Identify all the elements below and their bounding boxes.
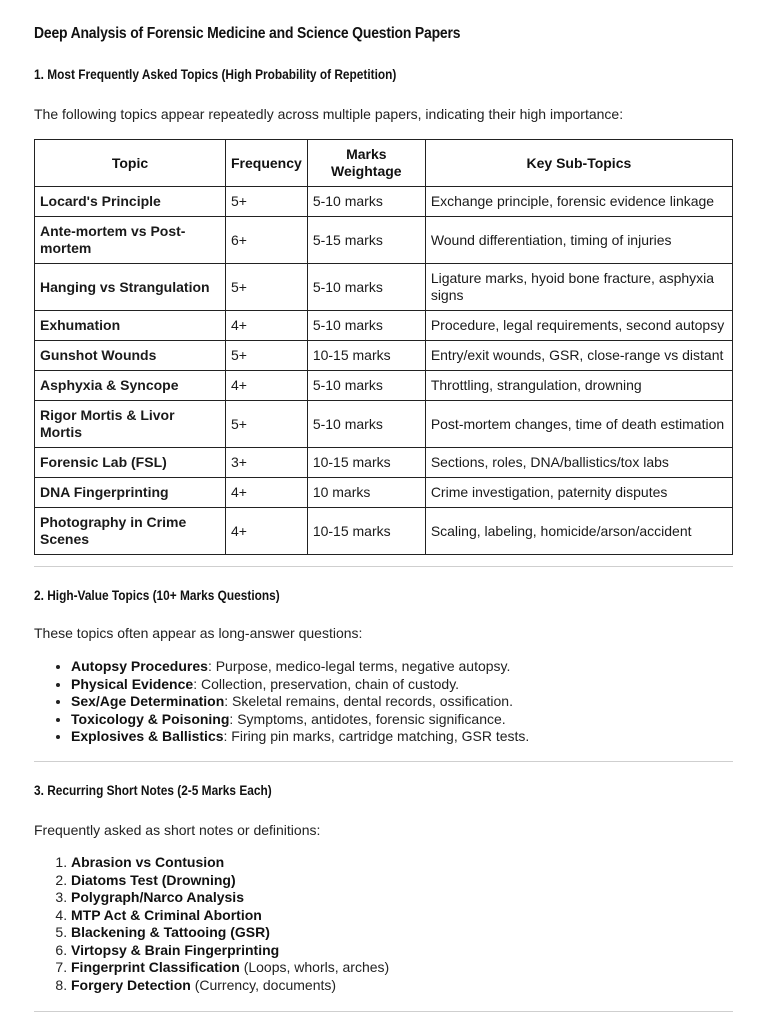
cell-subtopics: Throttling, strangulation, drowning <box>425 371 732 401</box>
cell-frequency: 4+ <box>226 371 308 401</box>
list-item-term: Polygraph/Narco Analysis <box>71 889 244 905</box>
cell-frequency: 5+ <box>226 187 308 217</box>
list-item-term: Fingerprint Classification <box>71 959 240 975</box>
cell-marks: 5-10 marks <box>307 371 425 401</box>
list-item-term: Sex/Age Determination <box>71 693 225 709</box>
cell-subtopics: Post-mortem changes, time of death estimation <box>425 401 732 448</box>
list-item-term: Abrasion vs Contusion <box>71 854 225 870</box>
list-item-term: Forgery Detection <box>71 976 191 993</box>
cell-frequency: 4+ <box>226 311 308 341</box>
list-item-desc: : Collection, preservation, chain of custody. <box>193 675 460 692</box>
cell-subtopics: Entry/exit wounds, GSR, close-range vs distant <box>425 341 732 371</box>
cell-topic: Hanging vs Strangulation <box>35 264 226 311</box>
cell-subtopics: Scaling, labeling, homicide/arson/accident <box>425 508 732 555</box>
list-item <box>71 872 389 890</box>
section-divider <box>34 566 733 567</box>
list-item-desc: (Loops, whorls, arches) <box>239 959 390 975</box>
list-item <box>71 889 389 907</box>
cell-topic: Exhumation <box>35 311 226 341</box>
list-item <box>71 658 529 676</box>
section-3-intro: Frequently asked as short notes or definitions: <box>34 822 321 838</box>
table-row <box>35 311 733 341</box>
cell-subtopics: Sections, roles, DNA/ballistics/tox labs <box>425 448 732 478</box>
list-item <box>71 693 529 711</box>
section-divider <box>34 1011 733 1012</box>
list-item <box>71 924 389 942</box>
list-item-term: Physical Evidence <box>71 675 194 692</box>
cell-marks: 10-15 marks <box>307 448 425 478</box>
cell-marks: 5-10 marks <box>307 264 425 311</box>
table-row <box>35 264 733 311</box>
table-body <box>35 187 733 555</box>
section-2-heading: 2. High-Value Topics (10+ Marks Questions) <box>34 588 280 603</box>
cell-frequency: 4+ <box>226 478 308 508</box>
list-item <box>71 854 389 872</box>
list-item <box>71 907 389 925</box>
cell-frequency: 5+ <box>226 401 308 448</box>
list-item-desc: : Skeletal remains, dental records, ossification. <box>224 693 513 709</box>
cell-topic: Photography in Crime Scenes <box>35 508 226 555</box>
table-row <box>35 508 733 555</box>
list-item-term: Virtopsy & Brain Fingerprinting <box>71 941 280 958</box>
cell-topic: Asphyxia & Syncope <box>35 371 226 401</box>
cell-marks: 10 marks <box>307 478 425 508</box>
table-row <box>35 448 733 478</box>
list-item-term: Toxicology & Poisoning <box>71 710 230 727</box>
cell-marks: 5-15 marks <box>307 217 425 264</box>
list-item-desc: (Currency, documents) <box>190 976 337 993</box>
table-row <box>35 371 733 401</box>
header-topic: Topic <box>35 140 226 187</box>
section-divider <box>34 761 733 762</box>
list-item <box>71 942 389 960</box>
list-item <box>71 676 529 694</box>
cell-marks: 10-15 marks <box>307 341 425 371</box>
cell-marks: 5-10 marks <box>307 401 425 448</box>
list-item-term: Blackening & Tattooing (GSR) <box>71 924 270 940</box>
topics-table <box>34 139 733 555</box>
section-1-heading: 1. Most Frequently Asked Topics (High Probability of Repetition) <box>34 67 397 82</box>
cell-marks: 5-10 marks <box>307 187 425 217</box>
cell-frequency: 4+ <box>226 508 308 555</box>
cell-topic: Locard's Principle <box>35 187 226 217</box>
list-item-term: MTP Act & Criminal Abortion <box>71 906 262 923</box>
list-item-desc: : Purpose, medico-legal terms, negative autopsy. <box>207 658 511 674</box>
cell-frequency: 6+ <box>226 217 308 264</box>
cell-frequency: 5+ <box>226 264 308 311</box>
list-item-term: Diatoms Test (Drowning) <box>71 871 236 888</box>
list-item <box>71 977 389 995</box>
table-row <box>35 401 733 448</box>
table-row <box>35 341 733 371</box>
table-row <box>35 217 733 264</box>
cell-topic: Gunshot Wounds <box>35 341 226 371</box>
cell-frequency: 5+ <box>226 341 308 371</box>
list-item <box>71 711 529 729</box>
cell-topic: Forensic Lab (FSL) <box>35 448 226 478</box>
page-title: Deep Analysis of Forensic Medicine and Science Question Papers <box>34 25 461 42</box>
list-item-desc: : Firing pin marks, cartridge matching, GSR tests. <box>223 728 530 744</box>
table-row <box>35 478 733 508</box>
cell-marks: 5-10 marks <box>307 311 425 341</box>
section-3-heading: 3. Recurring Short Notes (2-5 Marks Each) <box>34 783 272 798</box>
cell-subtopics: Crime investigation, paternity disputes <box>425 478 732 508</box>
cell-topic: Rigor Mortis & Livor Mortis <box>35 401 226 448</box>
list-item-term: Explosives & Ballistics <box>71 728 224 744</box>
list-item-term: Autopsy Procedures <box>71 658 208 674</box>
header-key-subtopics: Key Sub-Topics <box>425 140 732 187</box>
list-item <box>71 728 529 746</box>
cell-topic: DNA Fingerprinting <box>35 478 226 508</box>
header-marks-weightage: Marks Weightage <box>307 140 425 187</box>
list-item-desc: : Symptoms, antidotes, forensic significance. <box>229 710 506 727</box>
cell-frequency: 3+ <box>226 448 308 478</box>
section-2-intro: These topics often appear as long-answer questions: <box>34 625 363 641</box>
cell-marks: 10-15 marks <box>307 508 425 555</box>
table-header-row <box>35 140 733 187</box>
cell-subtopics: Procedure, legal requirements, second autopsy <box>425 311 732 341</box>
header-frequency: Frequency <box>226 140 308 187</box>
high-value-list <box>34 658 529 746</box>
table-row <box>35 187 733 217</box>
cell-subtopics: Wound differentiation, timing of injuries <box>425 217 732 264</box>
cell-topic: Ante-mortem vs Post-mortem <box>35 217 226 264</box>
cell-subtopics: Ligature marks, hyoid bone fracture, asphyxia signs <box>425 264 732 311</box>
cell-subtopics: Exchange principle, forensic evidence linkage <box>425 187 732 217</box>
list-item <box>71 959 389 977</box>
section-1-intro: The following topics appear repeatedly across multiple papers, indicating their high importance: <box>34 106 624 122</box>
short-notes-list <box>34 854 389 994</box>
